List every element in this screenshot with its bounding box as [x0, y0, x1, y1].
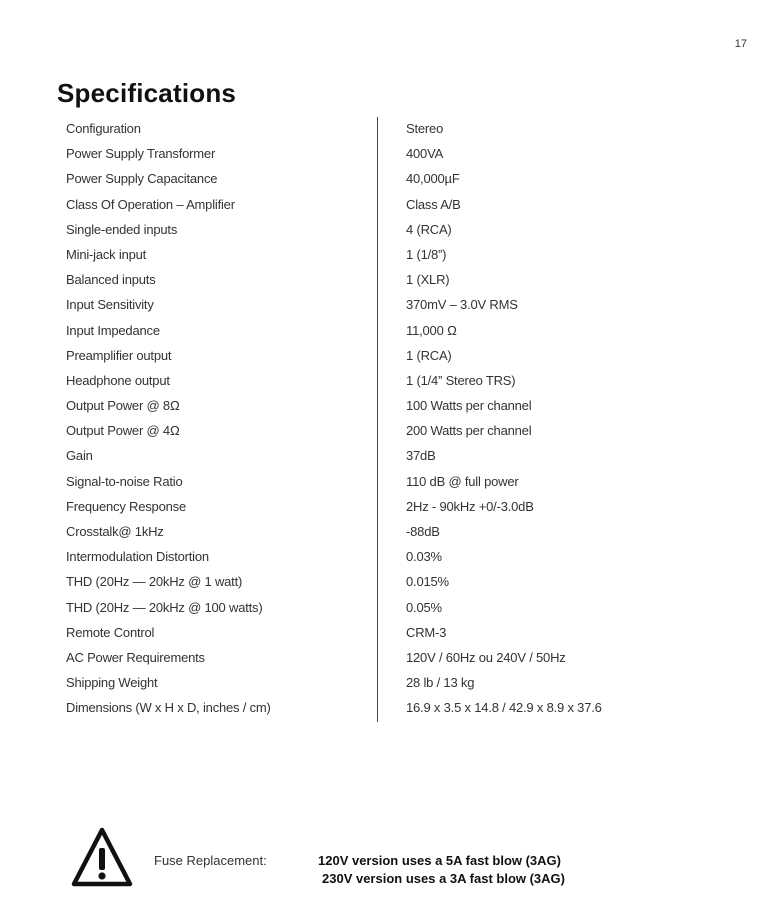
spec-label: Shipping Weight: [66, 675, 158, 691]
spec-value: Class A/B: [406, 196, 461, 212]
spec-label: Gain: [66, 448, 93, 464]
spec-row: [0, 268, 780, 293]
spec-label: Intermodulation Distortion: [66, 549, 209, 565]
spec-value: 1 (1/8”): [406, 246, 447, 262]
spec-value: 1 (RCA): [406, 347, 452, 363]
spec-row: [0, 570, 780, 595]
spec-value: 11,000 Ω: [406, 322, 457, 338]
page-title: Specifications: [57, 78, 237, 108]
spec-value: 200 Watts per channel: [406, 423, 532, 439]
spec-row: [0, 167, 780, 192]
spec-value: 1 (XLR): [406, 272, 450, 288]
spec-row: [0, 646, 780, 671]
fuse-section: [0, 826, 780, 896]
spec-row: [0, 243, 780, 268]
spec-row: [0, 193, 780, 218]
spec-label: Signal-to-noise Ratio: [66, 473, 183, 489]
spec-row: [0, 117, 780, 142]
spec-label: Power Supply Transformer: [66, 146, 216, 162]
spec-label: Input Sensitivity: [66, 297, 154, 313]
spec-value: 4 (RCA): [406, 221, 452, 237]
spec-row: [0, 394, 780, 419]
spec-label: Single-ended inputs: [66, 221, 178, 237]
spec-value: 2Hz - 90kHz +0/-3.0dB: [406, 498, 534, 514]
spec-row: [0, 596, 780, 621]
page-number: 17: [734, 38, 747, 50]
spec-row: [0, 319, 780, 344]
spec-row: [0, 344, 780, 369]
spec-label: AC Power Requirements: [66, 649, 205, 665]
spec-row: [0, 495, 780, 520]
spec-row: [0, 470, 780, 495]
spec-row: [0, 369, 780, 394]
spec-value: 16.9 x 3.5 x 14.8 / 42.9 x 8.9 x 37.6: [406, 700, 602, 716]
spec-label: Preamplifier output: [66, 347, 172, 363]
spec-label: Output Power @ 4Ω: [66, 423, 180, 439]
spec-row: [0, 419, 780, 444]
spec-label: Remote Control: [66, 624, 155, 640]
spec-row: [0, 696, 780, 721]
spec-value: 400VA: [406, 146, 444, 162]
spec-value: 100 Watts per channel: [406, 398, 532, 414]
warning-icon: [70, 826, 134, 888]
spec-value: 0.05%: [406, 599, 442, 615]
fuse-replacement-label: Fuse Replacement:: [154, 853, 267, 868]
spec-label: Mini-jack input: [66, 246, 147, 262]
spec-value: 40,000µF: [406, 171, 460, 187]
spec-table: [0, 117, 780, 722]
spec-row: [0, 545, 780, 570]
spec-row: [0, 621, 780, 646]
fuse-230v-note: 230V version uses a 3A fast blow (3AG): [322, 871, 565, 886]
spec-value: CRM-3: [406, 624, 447, 640]
spec-row: [0, 293, 780, 318]
spec-value: -88dB: [406, 524, 440, 539]
spec-row: [0, 444, 780, 469]
spec-label: Configuration: [66, 121, 141, 136]
spec-label: Output Power @ 8Ω: [66, 398, 180, 414]
fuse-120v-note: 120V version uses a 5A fast blow (3AG): [318, 853, 561, 868]
spec-value: 28 lb / 13 kg: [406, 675, 475, 691]
spec-label: THD (20Hz — 20kHz @ 1 watt): [66, 574, 243, 590]
spec-row: [0, 142, 780, 167]
spec-row: [0, 671, 780, 696]
spec-label: THD (20Hz — 20kHz @ 100 watts): [66, 599, 263, 615]
spec-value: 120V / 60Hz ou 240V / 50Hz: [406, 649, 566, 665]
spec-value: 37dB: [406, 448, 436, 464]
spec-label: Balanced inputs: [66, 272, 156, 288]
spec-value: 110 dB @ full power: [406, 473, 519, 489]
spec-value: 0.015%: [406, 574, 449, 590]
spec-label: Class Of Operation – Amplifier: [66, 196, 235, 212]
spec-label: Input Impedance: [66, 322, 160, 338]
spec-value: 370mV – 3.0V RMS: [406, 297, 518, 313]
spec-label: Frequency Response: [66, 498, 186, 514]
spec-label: Crosstalk@ 1kHz: [66, 524, 164, 539]
spec-row: [0, 520, 780, 545]
spec-value: Stereo: [406, 121, 444, 136]
spec-label: Power Supply Capacitance: [66, 171, 218, 187]
spec-value: 1 (1/4” Stereo TRS): [406, 372, 516, 388]
spec-label: Headphone output: [66, 372, 170, 388]
spec-value: 0.03%: [406, 549, 442, 565]
spec-label: Dimensions (W x H x D, inches / cm): [66, 700, 271, 716]
spec-row: [0, 218, 780, 243]
